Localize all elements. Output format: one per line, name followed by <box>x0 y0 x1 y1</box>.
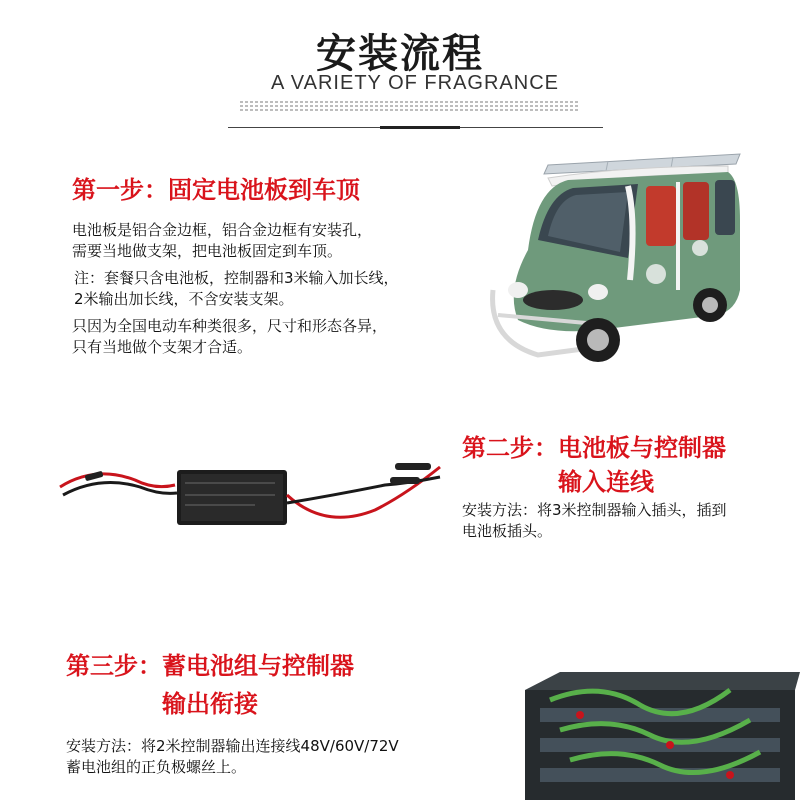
header-divider-accent <box>380 126 460 129</box>
controller-cable-image <box>55 455 450 535</box>
page-header <box>0 0 800 140</box>
decorative-fine-print <box>240 99 580 117</box>
step-1-line-1: 电池板是铝合金边框，铝合金边框有安装孔， <box>72 221 373 239</box>
step-3-description <box>66 736 399 778</box>
step-3-line-1: 安装方法：将2米控制器输出连接线48V/60V/72V <box>66 737 399 755</box>
step-1-line-3: 注：套餐只含电池板，控制器和3米输入加长线， <box>74 269 399 287</box>
page-subtitle: A VARIETY OF FRAGRANCE <box>271 72 559 94</box>
page-title: 安装流程 <box>316 31 484 77</box>
step-1-line-2: 需要当地做支架，把电池板固定到车顶。 <box>72 242 343 260</box>
battery-pack-image <box>520 660 800 800</box>
step-1-line-6: 只有当地做个支架才合适。 <box>72 338 253 356</box>
step-3-title-line-1: 第三步：蓄电池组与控制器 <box>66 652 354 680</box>
step-1-note <box>74 268 399 310</box>
step-1-reason <box>72 316 387 358</box>
step-1-line-5: 只因为全国电动车种类很多，尺寸和形态各异， <box>72 317 388 335</box>
step-1-line-4: 2米输出加长线，不含安装支架。 <box>74 290 294 308</box>
step-2-description <box>462 500 727 542</box>
step-1-description <box>72 220 372 262</box>
step-1-title: 第一步：固定电池板到车顶 <box>72 176 360 204</box>
step-2-line-1: 安装方法：将3米控制器输入插头，插到 <box>462 501 727 519</box>
electric-car-image <box>478 140 748 375</box>
step-3-line-2: 蓄电池组的正负极螺丝上。 <box>66 758 247 776</box>
step-2-title-line-1: 第二步：电池板与控制器 <box>462 434 726 462</box>
step-2-title-line-2: 输入连线 <box>558 468 654 496</box>
step-2-line-2: 电池板插头。 <box>462 522 553 540</box>
step-3-title-line-2: 输出衔接 <box>162 690 258 718</box>
